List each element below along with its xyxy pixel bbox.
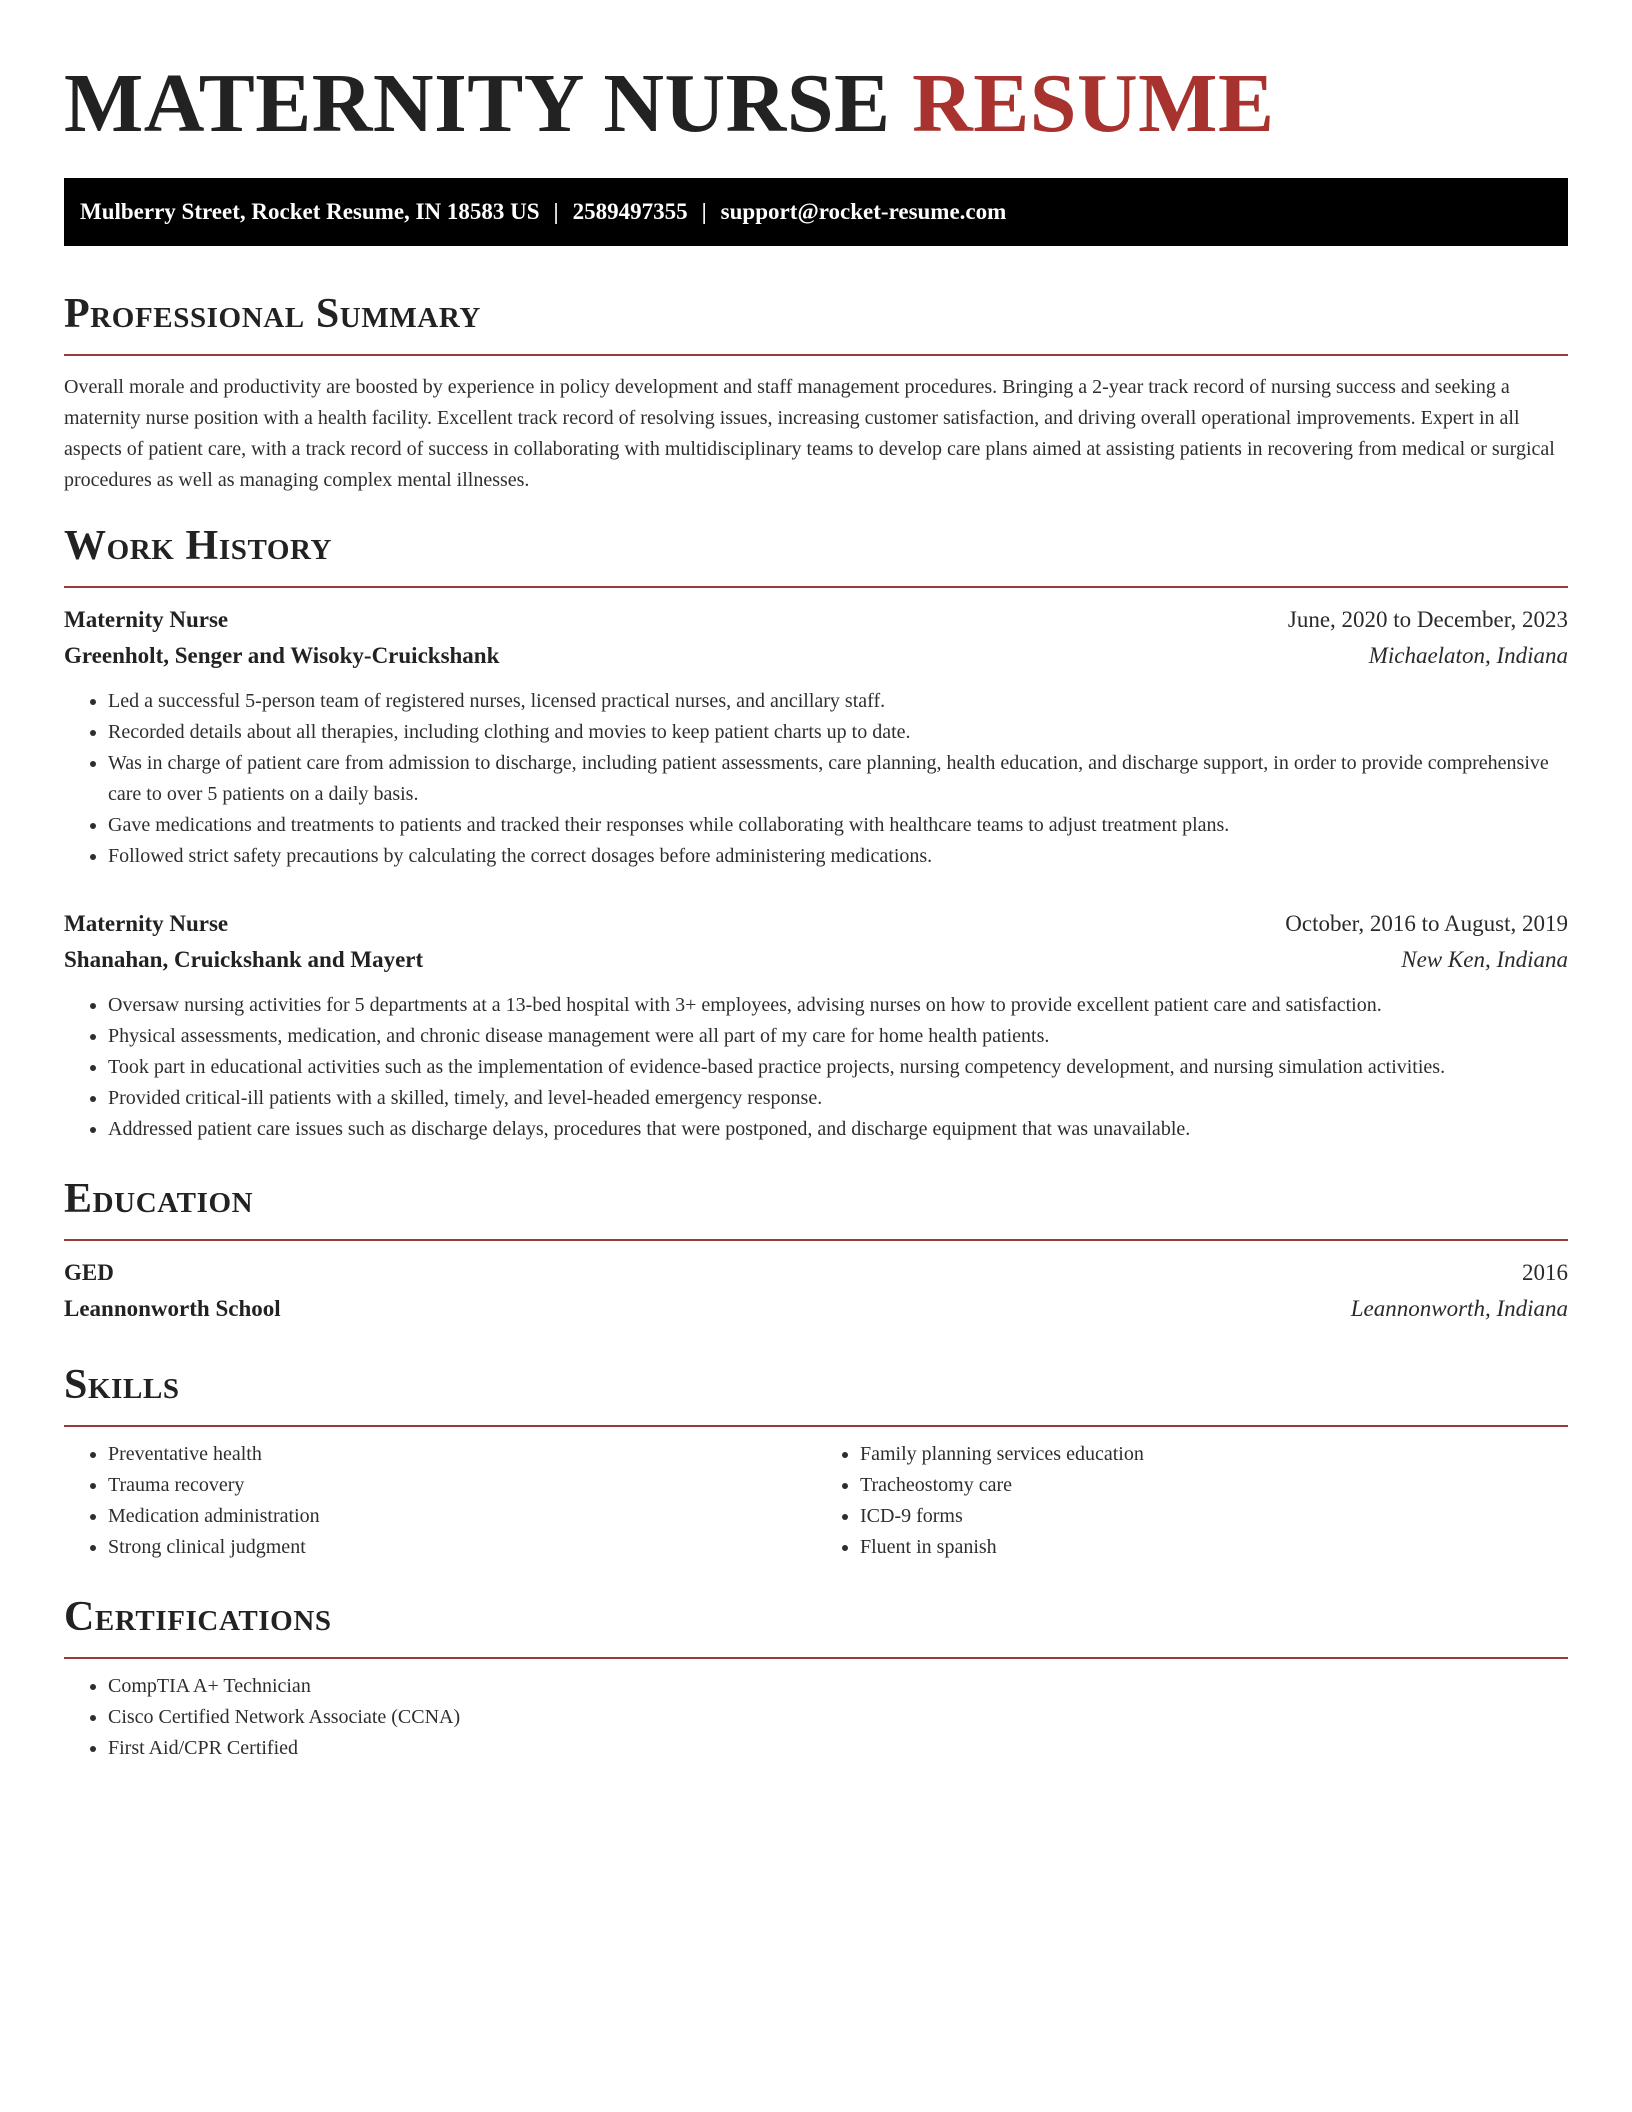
job-location: Michaelaton, Indiana xyxy=(1368,643,1568,668)
contact-address: Mulberry Street, Rocket Resume, IN 18583 US xyxy=(80,199,540,224)
contact-separator: | xyxy=(701,199,707,224)
list-item: • Led a successful 5-person team of registered nurses, licensed practical nurses, and ancillary staff. xyxy=(108,686,1568,717)
job-company-row xyxy=(64,942,1568,978)
education-year: 2016 xyxy=(1522,1260,1568,1285)
contact-email[interactable]: support@rocket-resume.com xyxy=(720,199,1007,224)
contact-separator: | xyxy=(553,199,559,224)
skills-list-left xyxy=(64,1439,816,1563)
job-title: Maternity Nurse xyxy=(64,607,229,632)
certifications-section xyxy=(64,1593,1568,1764)
education-heading: Education xyxy=(64,1176,254,1222)
education-degree: GED xyxy=(64,1260,114,1285)
work-history-section xyxy=(64,522,1568,1145)
job-duties-list xyxy=(64,686,1568,872)
job-duties-list xyxy=(64,990,1568,1145)
list-item: • Gave medications and treatments to patients and tracked their responses while collaborating with healthcare teams to adjust treatment plans. xyxy=(108,810,1568,841)
contact-bar xyxy=(64,178,1568,246)
job-header-row xyxy=(64,602,1568,638)
title-main: MATERNITY NURSE xyxy=(64,57,891,150)
skills-grid xyxy=(64,1439,1568,1563)
list-item: • Oversaw nursing activities for 5 departments at a 13-bed hospital with 3+ employees, advising nurses on how to provide excellent patient care and satisfaction. xyxy=(108,990,1568,1021)
education-section xyxy=(64,1175,1568,1327)
list-item: • Provided critical-ill patients with a skilled, timely, and level-headed emergency response. xyxy=(108,1083,1568,1114)
skills-section xyxy=(64,1361,1568,1563)
list-item: • Took part in educational activities such as the implementation of evidence-based practice projects, nursing competency development, and nursing simulation activities. xyxy=(108,1052,1568,1083)
job-dates: June, 2020 to December, 2023 xyxy=(1287,607,1568,632)
list-item: • ICD-9 forms xyxy=(860,1501,1568,1532)
job-title: Maternity Nurse xyxy=(64,911,229,936)
education-entry xyxy=(64,1255,1568,1327)
education-location: Leannonworth, Indiana xyxy=(1350,1296,1568,1321)
resume-title xyxy=(64,58,1568,150)
list-item: • CompTIA A+ Technician xyxy=(108,1671,1568,1702)
job-location: New Ken, Indiana xyxy=(1401,947,1568,972)
list-item: • Physical assessments, medication, and chronic disease management were all part of my care for home health patients. xyxy=(108,1021,1568,1052)
contact-phone: 2589497355 xyxy=(572,199,688,224)
job-company: Shanahan, Cruickshank and Mayert xyxy=(64,947,424,972)
skills-heading: Skills xyxy=(64,1362,180,1408)
education-degree-row xyxy=(64,1255,1568,1291)
certifications-heading: Certifications xyxy=(64,1594,332,1640)
job-header-row xyxy=(64,906,1568,942)
education-school-row xyxy=(64,1291,1568,1327)
summary-heading: Professional Summary xyxy=(64,291,481,337)
summary-text: Overall morale and productivity are boosted by experience in policy development and staff management procedures. Bringing a 2-year track record of nursing success and seeking a maternity nurse position with a health facility. Excellent track record of resolving issues, increasing customer satisfaction, and driving overall operational improvements. Expert in all aspects of patient care, with a track record of success in collaborating with multidisciplinary teams to develop care plans aimed at assisting patients in recovering from medical or surgical procedures as well as managing complex mental illnesses. xyxy=(64,376,1555,491)
list-item: • Trauma recovery xyxy=(108,1470,816,1501)
skills-list-right xyxy=(816,1439,1568,1563)
list-item: • Family planning services education xyxy=(860,1439,1568,1470)
list-item: • Preventative health xyxy=(108,1439,816,1470)
list-item: • First Aid/CPR Certified xyxy=(108,1733,1568,1764)
job-dates: October, 2016 to August, 2019 xyxy=(1285,911,1568,936)
section-divider xyxy=(64,586,1568,588)
list-item: • Addressed patient care issues such as discharge delays, procedures that were postponed, and discharge equipment that was unavailable. xyxy=(108,1114,1568,1145)
list-item: • Tracheostomy care xyxy=(860,1470,1568,1501)
summary-section xyxy=(64,290,1568,496)
list-item: • Strong clinical judgment xyxy=(108,1532,816,1563)
job-company-row xyxy=(64,638,1568,674)
section-divider xyxy=(64,1657,1568,1659)
job-entry xyxy=(64,602,1568,872)
list-item: • Was in charge of patient care from admission to discharge, including patient assessments, care planning, health education, and discharge support, in order to provide comprehensive care to over 5 patients on a daily basis. xyxy=(108,748,1568,810)
work-history-heading: Work History xyxy=(64,523,333,569)
education-school: Leannonworth School xyxy=(64,1296,281,1321)
list-item: • Cisco Certified Network Associate (CCNA) xyxy=(108,1702,1568,1733)
certifications-list xyxy=(64,1671,1568,1764)
section-divider xyxy=(64,354,1568,356)
job-entry xyxy=(64,906,1568,1145)
job-company: Greenholt, Senger and Wisoky-Cruickshank xyxy=(64,643,500,668)
list-item: • Fluent in spanish xyxy=(860,1532,1568,1563)
title-accent: RESUME xyxy=(912,57,1275,150)
list-item: • Recorded details about all therapies, including clothing and movies to keep patient charts up to date. xyxy=(108,717,1568,748)
list-item: • Followed strict safety precautions by calculating the correct dosages before administering medications. xyxy=(108,841,1568,872)
section-divider xyxy=(64,1239,1568,1241)
list-item: • Medication administration xyxy=(108,1501,816,1532)
section-divider xyxy=(64,1425,1568,1427)
